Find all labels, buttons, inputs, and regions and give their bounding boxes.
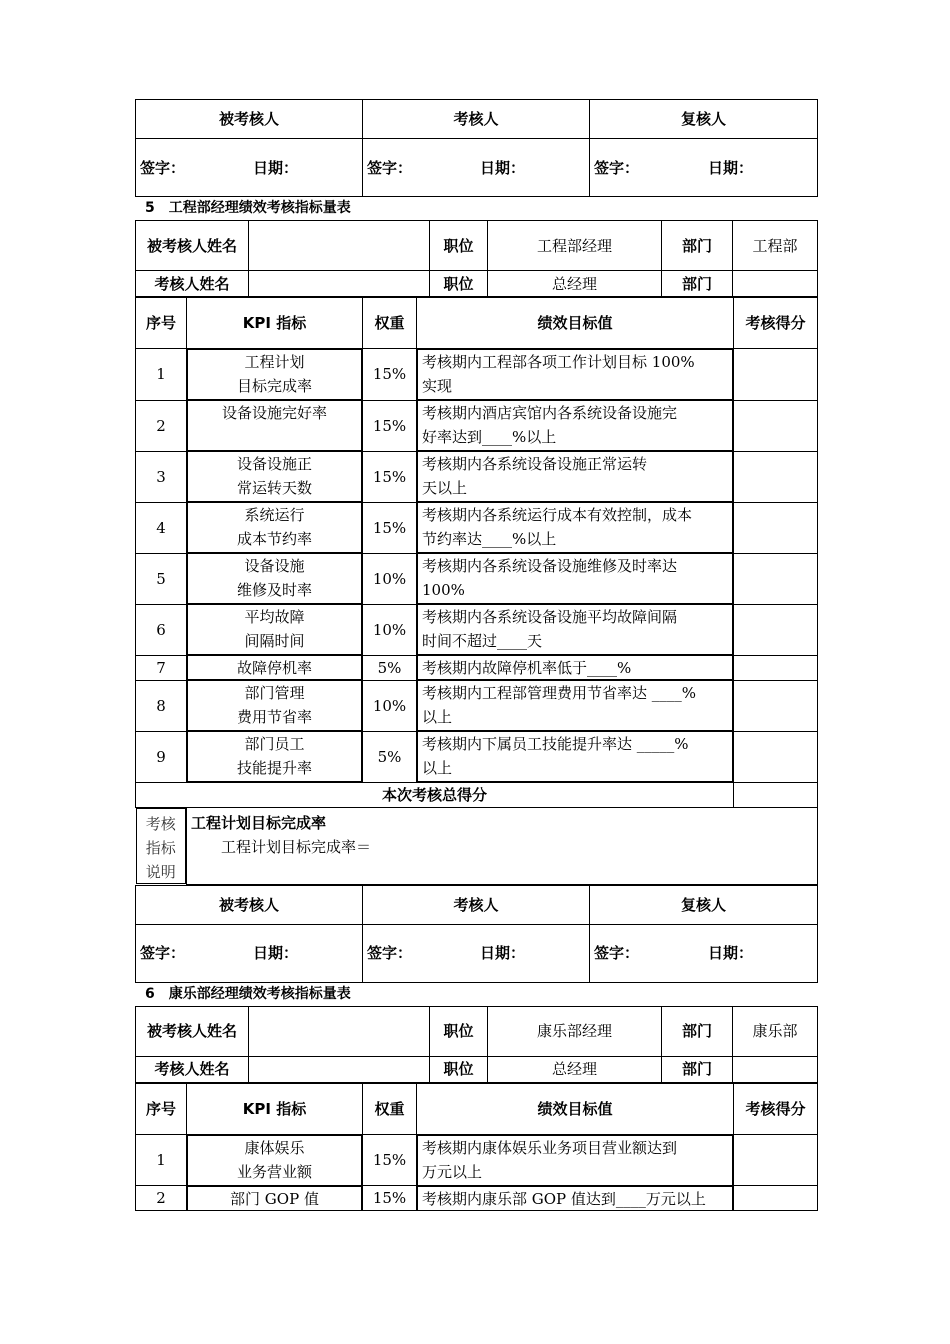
assessee-dept: 工程部 bbox=[733, 221, 818, 271]
row-target: 考核期内故障停机率低于____% bbox=[417, 655, 733, 680]
row-no: 2 bbox=[136, 1186, 187, 1211]
row-weight: 15% bbox=[363, 1134, 417, 1186]
assessor-dept-field[interactable] bbox=[733, 1056, 818, 1082]
header-reviewer: 复核人 bbox=[590, 100, 818, 139]
s5-kpi-table bbox=[135, 297, 818, 885]
row-kpi: 部门 GOP 值 bbox=[187, 1186, 362, 1211]
col-target: 绩效目标值 bbox=[417, 1083, 734, 1134]
row-no: 6 bbox=[136, 604, 187, 655]
total-score-field[interactable] bbox=[734, 783, 818, 808]
row-kpi: 平均故障 间隔时间 bbox=[187, 604, 362, 655]
row-score-field[interactable] bbox=[734, 502, 818, 553]
row-no: 7 bbox=[136, 655, 187, 680]
assessee-position: 工程部经理 bbox=[488, 221, 662, 271]
dept-label: 部门 bbox=[662, 271, 733, 297]
table-row bbox=[136, 400, 818, 451]
sign-cell[interactable] bbox=[590, 924, 818, 982]
date-label: 日期： bbox=[707, 944, 753, 962]
row-weight: 15% bbox=[363, 451, 417, 502]
date-label: 日期： bbox=[252, 158, 298, 177]
row-no: 8 bbox=[136, 680, 187, 731]
sign-label: 签字： bbox=[367, 944, 413, 962]
table-row bbox=[136, 553, 818, 604]
row-weight: 10% bbox=[363, 604, 417, 655]
col-weight: 权重 bbox=[363, 1083, 417, 1134]
section-title: 工程部经理绩效考核指标量表 bbox=[168, 200, 351, 216]
row-score-field[interactable] bbox=[734, 1134, 818, 1186]
col-no: 序号 bbox=[136, 298, 187, 349]
assessee-position: 康乐部经理 bbox=[488, 1006, 662, 1056]
row-score-field[interactable] bbox=[734, 604, 818, 655]
note-title: 工程计划目标完成率 bbox=[191, 814, 327, 832]
row-score-field[interactable] bbox=[734, 680, 818, 731]
assessor-position: 总经理 bbox=[488, 1056, 662, 1082]
header-assessee: 被考核人 bbox=[136, 100, 363, 139]
row-weight: 15% bbox=[363, 1186, 417, 1211]
assessor-name-label: 考核人姓名 bbox=[136, 1056, 249, 1082]
col-score: 考核得分 bbox=[734, 298, 818, 349]
row-no: 9 bbox=[136, 731, 187, 783]
assessee-name-field[interactable] bbox=[249, 221, 430, 271]
table-row bbox=[136, 604, 818, 655]
section-5-title bbox=[135, 197, 817, 220]
header-assessee: 被考核人 bbox=[136, 885, 363, 924]
assessee-name-label: 被考核人姓名 bbox=[136, 221, 249, 271]
header-assessor: 考核人 bbox=[363, 100, 590, 139]
header-reviewer: 复核人 bbox=[590, 885, 818, 924]
row-no: 1 bbox=[136, 1134, 187, 1186]
row-weight: 5% bbox=[363, 655, 417, 680]
sign-label: 签字： bbox=[367, 158, 413, 177]
dept-label: 部门 bbox=[662, 221, 733, 271]
row-score-field[interactable] bbox=[734, 553, 818, 604]
sign-table-top bbox=[135, 99, 818, 197]
note-formula: 工程计划目标完成率＝ bbox=[221, 838, 372, 856]
s5-info-table bbox=[135, 220, 818, 297]
assessor-name-label: 考核人姓名 bbox=[136, 271, 249, 297]
row-kpi: 设备设施 维修及时率 bbox=[187, 553, 362, 604]
table-row bbox=[136, 451, 818, 502]
assessor-name-field[interactable] bbox=[249, 1056, 430, 1082]
table-row bbox=[136, 1186, 818, 1211]
row-weight: 10% bbox=[363, 553, 417, 604]
assessee-dept: 康乐部 bbox=[733, 1006, 818, 1056]
table-row bbox=[136, 1134, 818, 1186]
row-kpi: 故障停机率 bbox=[187, 655, 362, 680]
section-number: 6 bbox=[145, 985, 155, 1002]
row-target: 考核期内各系统设备设施平均故障间隔 时间不超过____天 bbox=[417, 604, 733, 655]
row-no: 3 bbox=[136, 451, 187, 502]
row-no: 1 bbox=[136, 349, 187, 401]
position-label: 职位 bbox=[430, 1006, 488, 1056]
row-score-field[interactable] bbox=[734, 400, 818, 451]
assessee-name-label: 被考核人姓名 bbox=[136, 1006, 249, 1056]
col-kpi: KPI 指标 bbox=[187, 1083, 363, 1134]
sign-label: 签字： bbox=[140, 944, 186, 962]
table-row bbox=[136, 731, 818, 783]
row-kpi: 康体娱乐 业务营业额 bbox=[187, 1135, 362, 1186]
assessor-name-field[interactable] bbox=[249, 271, 430, 297]
dept-label: 部门 bbox=[662, 1006, 733, 1056]
row-score-field[interactable] bbox=[734, 655, 818, 680]
row-no: 5 bbox=[136, 553, 187, 604]
row-target: 考核期内康体娱乐业务项目营业额达到 万元以上 bbox=[417, 1135, 733, 1186]
section-title: 康乐部经理绩效考核指标量表 bbox=[168, 985, 351, 1002]
sign-label: 签字： bbox=[140, 158, 186, 177]
row-kpi: 工程计划 目标完成率 bbox=[187, 349, 362, 400]
date-label: 日期： bbox=[252, 944, 298, 962]
row-score-field[interactable] bbox=[734, 1186, 818, 1211]
col-no: 序号 bbox=[136, 1083, 187, 1134]
row-target: 考核期内工程部各项工作计划目标 100% 实现 bbox=[417, 349, 733, 400]
col-target: 绩效目标值 bbox=[417, 298, 734, 349]
sign-table-5 bbox=[135, 885, 818, 983]
row-kpi: 设备设施正 常运转天数 bbox=[187, 451, 362, 502]
s6-kpi-table bbox=[135, 1083, 818, 1212]
assessor-position: 总经理 bbox=[488, 271, 662, 297]
col-weight: 权重 bbox=[363, 298, 417, 349]
row-kpi: 系统运行 成本节约率 bbox=[187, 502, 362, 553]
date-label: 日期： bbox=[479, 158, 525, 177]
row-kpi: 设备设施完好率 bbox=[187, 400, 362, 451]
row-weight: 15% bbox=[363, 349, 417, 401]
table-row bbox=[136, 349, 818, 401]
note-content bbox=[187, 808, 818, 885]
sign-cell[interactable] bbox=[136, 139, 363, 197]
sign-cell[interactable] bbox=[590, 139, 818, 197]
date-label: 日期： bbox=[479, 944, 525, 962]
sign-cell[interactable] bbox=[363, 924, 590, 982]
table-row bbox=[136, 502, 818, 553]
header-assessor: 考核人 bbox=[363, 885, 590, 924]
section-number: 5 bbox=[145, 200, 155, 216]
row-target: 考核期内各系统设备设施正常运转 天以上 bbox=[417, 451, 733, 502]
note-label: 考核 指标 说明 bbox=[136, 808, 187, 884]
sign-cell[interactable] bbox=[136, 924, 363, 982]
row-score-field[interactable] bbox=[734, 451, 818, 502]
assessor-dept-field[interactable] bbox=[733, 271, 818, 297]
table-row bbox=[136, 680, 818, 731]
col-score: 考核得分 bbox=[734, 1083, 818, 1134]
row-weight: 5% bbox=[363, 731, 417, 783]
position-label: 职位 bbox=[430, 221, 488, 271]
sign-label: 签字： bbox=[594, 944, 640, 962]
row-no: 2 bbox=[136, 400, 187, 451]
sign-label: 签字： bbox=[594, 158, 640, 177]
row-target: 考核期内康乐部 GOP 值达到____万元以上 bbox=[417, 1186, 733, 1211]
s6-info-table bbox=[135, 1006, 818, 1083]
sign-cell[interactable] bbox=[363, 139, 590, 197]
row-target: 考核期内下属员工技能提升率达 _____% 以上 bbox=[417, 731, 733, 782]
row-weight: 10% bbox=[363, 680, 417, 731]
page-content bbox=[135, 99, 817, 1211]
row-score-field[interactable] bbox=[734, 349, 818, 401]
row-target: 考核期内各系统设备设施维修及时率达 100% bbox=[417, 553, 733, 604]
row-weight: 15% bbox=[363, 502, 417, 553]
position-label: 职位 bbox=[430, 1056, 488, 1082]
table-row bbox=[136, 655, 818, 680]
col-kpi: KPI 指标 bbox=[187, 298, 363, 349]
dept-label: 部门 bbox=[662, 1056, 733, 1082]
row-kpi: 部门员工 技能提升率 bbox=[187, 731, 362, 782]
section-6-title bbox=[135, 983, 817, 1006]
row-kpi: 部门管理 费用节省率 bbox=[187, 680, 362, 731]
date-label: 日期： bbox=[707, 158, 753, 177]
row-target: 考核期内酒店宾馆内各系统设备设施完 好率达到____%以上 bbox=[417, 400, 733, 451]
row-target: 考核期内各系统运行成本有效控制，成本 节约率达____%以上 bbox=[417, 502, 733, 553]
total-score-label: 本次考核总得分 bbox=[136, 783, 734, 808]
assessee-name-field[interactable] bbox=[249, 1006, 430, 1056]
row-target: 考核期内工程部管理费用节省率达 ____% 以上 bbox=[417, 680, 733, 731]
row-weight: 15% bbox=[363, 400, 417, 451]
row-score-field[interactable] bbox=[734, 731, 818, 783]
position-label: 职位 bbox=[430, 271, 488, 297]
row-no: 4 bbox=[136, 502, 187, 553]
